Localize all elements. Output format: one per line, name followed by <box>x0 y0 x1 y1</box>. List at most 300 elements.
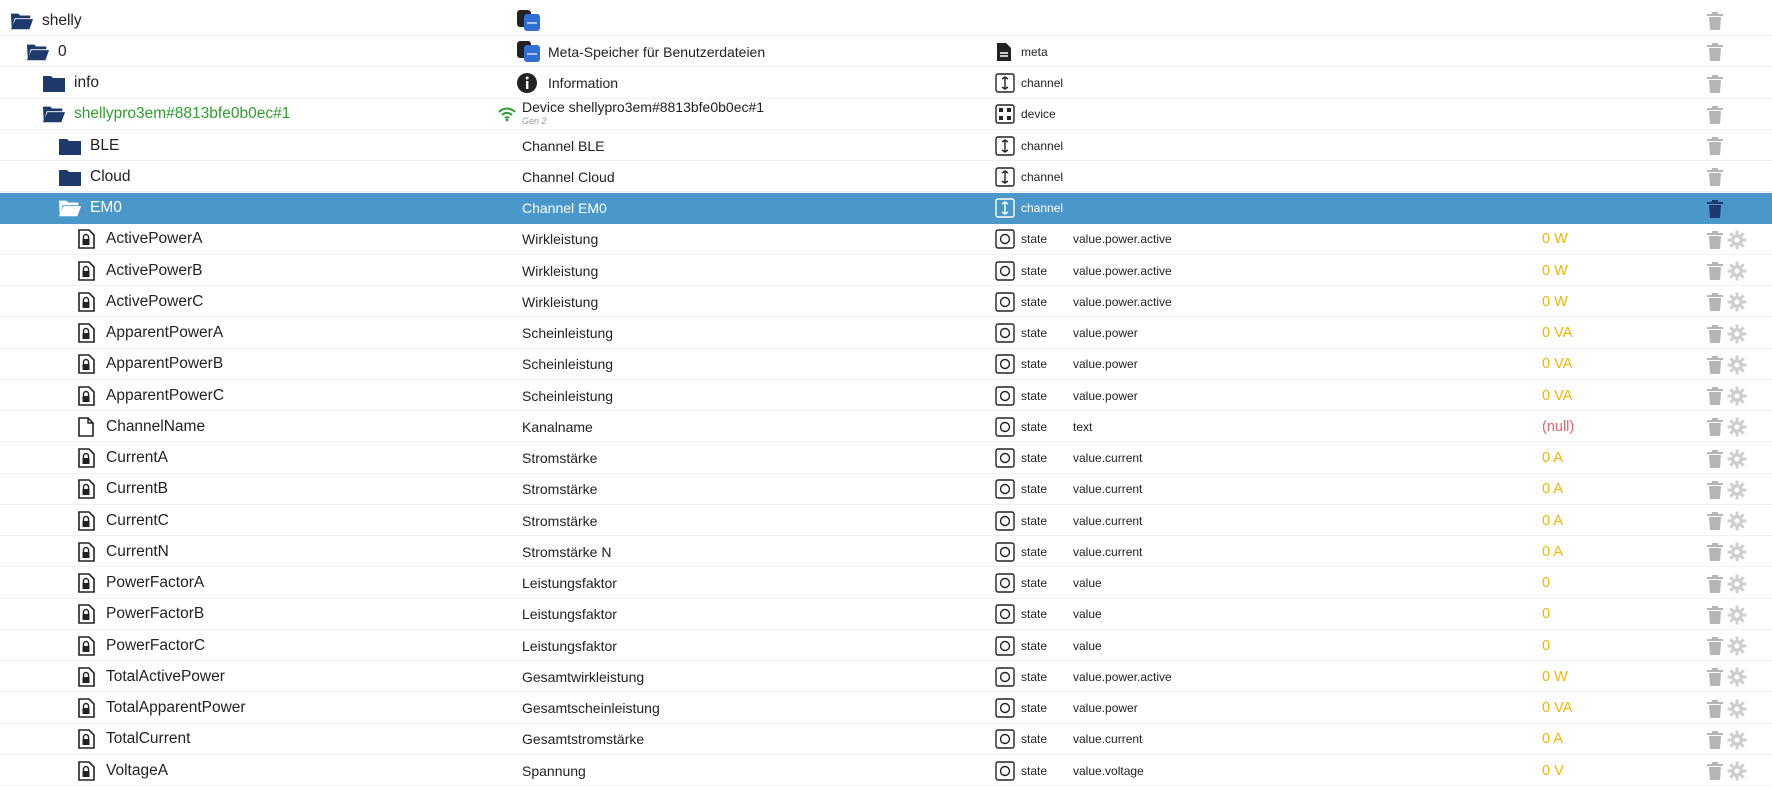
object-description: Channel Cloud <box>522 168 615 185</box>
object-type-label: state <box>1021 419 1048 434</box>
info-icon <box>516 71 542 95</box>
delete-icon[interactable] <box>1706 511 1724 531</box>
state-locked-icon <box>74 697 98 719</box>
object-id-label: PowerFactorC <box>106 636 206 654</box>
object-role: value.voltage <box>1073 763 1144 778</box>
object-id-label: PowerFactorB <box>106 605 205 623</box>
object-description-cell <box>522 99 764 130</box>
gear-icon[interactable] <box>1727 386 1747 406</box>
object-type-cell <box>995 724 1047 755</box>
object-role: value.power.active <box>1073 263 1172 278</box>
tree-row[interactable] <box>0 599 1772 630</box>
gear-icon[interactable] <box>1727 292 1747 312</box>
state-icon <box>995 542 1015 562</box>
state-icon <box>995 323 1015 343</box>
delete-icon[interactable] <box>1706 636 1724 656</box>
tree-row[interactable] <box>0 286 1772 317</box>
state-value[interactable]: 0 VA <box>1542 700 1573 716</box>
state-locked-icon <box>74 322 98 344</box>
object-type-label: state <box>1021 482 1048 497</box>
object-description-cell <box>522 536 611 567</box>
object-name-cell[interactable] <box>74 380 224 411</box>
object-name-cell[interactable] <box>58 130 119 161</box>
object-type-label: state <box>1021 263 1048 278</box>
object-type-cell <box>995 99 1056 130</box>
state-locked-icon <box>74 510 98 532</box>
object-role: value.current <box>1073 544 1143 559</box>
object-role: value.power <box>1073 326 1138 340</box>
object-description-cell <box>522 161 615 192</box>
delete-icon[interactable] <box>1706 605 1724 625</box>
object-name-cell[interactable] <box>74 443 168 474</box>
object-id-label: TotalCurrent <box>106 730 191 748</box>
object-type-cell <box>995 693 1047 724</box>
state-icon <box>995 386 1015 406</box>
object-description-cell <box>522 411 593 442</box>
delete-icon[interactable] <box>1706 417 1724 437</box>
tree-row[interactable] <box>0 724 1772 755</box>
adapter-logo-icon <box>516 40 542 64</box>
object-name-cell[interactable] <box>74 474 168 505</box>
object-description-cell <box>522 130 605 161</box>
state-locked-icon <box>74 666 98 688</box>
folder-open-icon[interactable] <box>58 197 82 219</box>
state-value[interactable]: 0 V <box>1542 762 1564 779</box>
object-description: Scheinleistung <box>522 387 614 404</box>
object-name-cell[interactable] <box>74 224 202 255</box>
object-role: value.power.active <box>1073 232 1172 247</box>
delete-icon[interactable] <box>1706 542 1724 562</box>
object-type-cell <box>995 130 1063 161</box>
object-type-cell <box>995 255 1047 286</box>
object-description-cell <box>516 5 548 36</box>
object-type-label: state <box>1021 232 1048 247</box>
object-role: value.power <box>1073 357 1138 372</box>
channel-icon <box>995 73 1015 93</box>
delete-icon[interactable] <box>1706 199 1724 219</box>
object-description: Leistungsfaktor <box>522 606 617 623</box>
state-locked-icon <box>74 572 98 594</box>
object-type-cell <box>995 505 1047 536</box>
delete-icon[interactable] <box>1706 292 1724 312</box>
object-type-label: channel <box>1021 138 1064 153</box>
object-type-label: state <box>1021 451 1048 465</box>
object-id-label: shelly <box>42 11 82 29</box>
object-type-cell <box>995 380 1047 411</box>
state-locked-icon <box>74 447 98 469</box>
folder-icon[interactable] <box>42 72 66 94</box>
device-icon <box>995 104 1015 124</box>
object-description: Stromstärke <box>522 450 598 466</box>
state-locked-icon <box>74 260 98 282</box>
object-type-cell <box>995 193 1063 224</box>
gear-icon[interactable] <box>1727 667 1747 687</box>
state-locked-icon <box>74 760 98 782</box>
object-role: text <box>1073 419 1093 434</box>
gear-icon[interactable] <box>1727 480 1747 500</box>
object-description: Channel EM0 <box>522 200 607 216</box>
object-description: Wirkleistung <box>522 293 599 310</box>
delete-icon[interactable] <box>1706 761 1724 781</box>
tree-row[interactable] <box>0 5 1772 36</box>
object-role: value.current <box>1073 732 1143 747</box>
object-name-cell[interactable] <box>74 536 169 567</box>
object-description: Information <box>548 75 619 91</box>
state-value[interactable]: 0 A <box>1542 450 1563 466</box>
state-locked-icon <box>74 728 98 750</box>
file-blank-icon <box>74 416 98 438</box>
object-id-label: CurrentN <box>106 542 169 560</box>
object-name-cell[interactable] <box>74 599 204 630</box>
state-locked-icon <box>74 385 98 407</box>
object-name-cell[interactable] <box>74 286 203 317</box>
object-description-cell <box>522 755 586 786</box>
object-name-cell[interactable] <box>74 724 190 755</box>
object-name-cell[interactable] <box>58 161 131 192</box>
object-description: Scheinleistung <box>522 325 614 341</box>
gear-icon[interactable] <box>1727 511 1747 531</box>
state-value[interactable]: 0 W <box>1542 668 1568 685</box>
state-value[interactable]: 0 VA <box>1542 356 1573 373</box>
object-type-label: state <box>1021 513 1048 528</box>
object-type-label: state <box>1021 294 1048 309</box>
object-type-cell <box>995 443 1047 474</box>
object-type-label: channel <box>1021 76 1064 90</box>
object-type-cell <box>995 630 1047 661</box>
object-type-label: state <box>1021 607 1048 622</box>
state-icon <box>995 354 1015 374</box>
gear-icon[interactable] <box>1727 636 1747 656</box>
tree-row[interactable] <box>0 661 1772 692</box>
object-name-cell[interactable] <box>74 505 169 536</box>
object-description: Leistungsfaktor <box>522 637 617 654</box>
object-id-label: CurrentA <box>106 449 169 466</box>
object-type-cell <box>995 755 1047 786</box>
state-locked-icon <box>74 635 98 657</box>
object-id-label: ApparentPowerC <box>106 386 225 404</box>
object-description-cell <box>522 693 660 724</box>
state-icon <box>995 229 1015 249</box>
state-icon <box>995 604 1015 624</box>
delete-icon[interactable] <box>1706 136 1724 156</box>
object-type-label: state <box>1021 388 1048 403</box>
delete-icon[interactable] <box>1706 230 1724 250</box>
delete-icon[interactable] <box>1706 324 1724 344</box>
object-description-cell <box>522 193 607 224</box>
delete-icon[interactable] <box>1706 699 1724 719</box>
tree-row[interactable] <box>0 161 1772 192</box>
delete-icon[interactable] <box>1706 386 1724 406</box>
object-type-label: state <box>1021 544 1048 559</box>
tree-row[interactable] <box>0 193 1772 224</box>
gear-icon[interactable] <box>1727 574 1747 594</box>
object-type-cell <box>995 318 1047 349</box>
object-type-cell <box>995 599 1047 630</box>
state-value[interactable]: (null) <box>1542 418 1575 435</box>
tree-row[interactable] <box>0 224 1772 255</box>
object-description-cell <box>522 630 617 661</box>
object-role: value.current <box>1073 451 1143 465</box>
object-type-cell <box>995 36 1048 67</box>
folder-open-icon[interactable] <box>10 10 34 32</box>
object-type-cell <box>995 661 1047 692</box>
object-name-cell[interactable] <box>74 661 225 692</box>
state-value[interactable]: 0 VA <box>1542 387 1573 404</box>
delete-icon[interactable] <box>1706 105 1724 125</box>
state-icon <box>995 448 1015 468</box>
object-description: Gesamtstromstärke <box>522 731 645 748</box>
object-type-cell <box>995 568 1047 599</box>
delete-icon[interactable] <box>1706 74 1724 94</box>
object-name-cell[interactable] <box>74 568 204 599</box>
object-type-label: state <box>1021 669 1048 684</box>
object-description-cell <box>522 349 613 380</box>
object-name-cell[interactable] <box>74 255 202 286</box>
object-role: value <box>1073 576 1102 590</box>
object-role: value.current <box>1073 482 1143 497</box>
object-name-cell[interactable] <box>42 68 99 99</box>
object-id-label: VoltageA <box>106 761 169 779</box>
object-description-cell <box>516 36 765 67</box>
object-type-cell <box>995 474 1047 505</box>
state-locked-icon <box>74 478 98 500</box>
object-id-label: ChannelName <box>106 417 206 435</box>
object-name-cell[interactable] <box>42 99 290 130</box>
object-description: Gesamtwirkleistung <box>522 668 645 685</box>
gear-icon[interactable] <box>1727 730 1747 750</box>
state-value[interactable]: 0 A <box>1542 731 1563 748</box>
state-value[interactable]: 0 A <box>1542 543 1563 560</box>
object-description-cell <box>522 286 598 317</box>
object-description: Leistungsfaktor <box>522 575 617 591</box>
gear-icon[interactable] <box>1727 761 1747 781</box>
channel-icon <box>995 167 1015 187</box>
file-icon <box>995 42 1015 62</box>
object-type-label: state <box>1021 763 1048 778</box>
object-description-cell <box>522 661 644 692</box>
object-name-cell[interactable] <box>74 693 246 724</box>
delete-icon[interactable] <box>1706 167 1724 187</box>
object-role: value.power.active <box>1073 294 1172 309</box>
delete-icon[interactable] <box>1706 730 1724 750</box>
delete-icon[interactable] <box>1706 480 1724 500</box>
gear-icon[interactable] <box>1727 261 1747 281</box>
object-type-cell <box>995 349 1047 380</box>
delete-icon[interactable] <box>1706 449 1724 469</box>
tree-row[interactable] <box>0 130 1772 161</box>
object-description: Meta-Speicher für Benutzerdateien <box>548 43 766 60</box>
object-role: value.power <box>1073 701 1138 715</box>
state-locked-icon <box>74 228 98 250</box>
object-description: Gesamtscheinleistung <box>522 700 660 716</box>
object-description: Stromstärke <box>522 512 598 529</box>
tree-row[interactable] <box>0 568 1772 599</box>
object-role: value <box>1073 638 1102 653</box>
object-type-cell <box>995 411 1047 442</box>
object-description-cell <box>522 443 597 474</box>
object-id-label: ActivePowerA <box>106 230 203 248</box>
delete-icon[interactable] <box>1706 355 1724 375</box>
object-description: Kanalname <box>522 418 593 435</box>
object-description: Spannung <box>522 762 586 779</box>
object-id-label: 0 <box>58 42 67 60</box>
object-id-label: Cloud <box>90 167 131 185</box>
object-id-label: BLE <box>90 136 120 154</box>
state-value[interactable]: 0 W <box>1542 262 1568 279</box>
gear-icon[interactable] <box>1727 699 1747 719</box>
gear-icon[interactable] <box>1727 449 1747 469</box>
delete-icon[interactable] <box>1706 667 1724 687</box>
object-description-cell <box>522 599 617 630</box>
wifi-icon <box>497 106 517 127</box>
gear-icon[interactable] <box>1727 542 1747 562</box>
object-name-cell[interactable] <box>74 411 205 442</box>
tree-row[interactable] <box>0 443 1772 474</box>
object-name-cell[interactable] <box>74 349 223 380</box>
object-description-cell <box>522 380 613 411</box>
object-id-label: TotalActivePower <box>106 667 225 685</box>
object-description-cell <box>522 318 613 349</box>
object-type-label: state <box>1021 326 1048 340</box>
delete-icon[interactable] <box>1706 261 1724 281</box>
tree-row[interactable] <box>0 255 1772 286</box>
state-locked-icon <box>74 603 98 625</box>
gear-icon[interactable] <box>1727 417 1747 437</box>
state-value[interactable]: 0 <box>1542 606 1551 623</box>
object-description-cell <box>522 568 617 599</box>
folder-icon[interactable] <box>58 166 82 188</box>
tree-row[interactable] <box>0 505 1772 536</box>
object-type-cell <box>995 161 1063 192</box>
state-value[interactable]: 0 <box>1542 637 1551 654</box>
object-name-cell[interactable] <box>26 36 67 67</box>
state-icon <box>995 511 1015 531</box>
object-id-label: CurrentC <box>106 511 169 529</box>
object-name-cell[interactable] <box>74 630 205 661</box>
state-icon <box>995 292 1015 312</box>
object-description: Device shellypro3em#8813bfe0b0ec#1 <box>522 99 765 116</box>
tree-row[interactable] <box>0 380 1772 411</box>
delete-icon[interactable] <box>1706 11 1724 31</box>
delete-icon[interactable] <box>1706 42 1724 62</box>
object-id-label: ApparentPowerA <box>106 324 224 341</box>
gear-icon[interactable] <box>1727 355 1747 375</box>
object-type-label: state <box>1021 638 1048 653</box>
state-locked-icon <box>74 291 98 313</box>
object-id-label: ApparentPowerB <box>106 355 224 373</box>
folder-open-icon[interactable] <box>42 103 66 125</box>
object-description: Scheinleistung <box>522 356 614 373</box>
object-role: value <box>1073 607 1102 622</box>
object-name-cell[interactable] <box>74 755 168 786</box>
delete-icon[interactable] <box>1706 574 1724 594</box>
tree-row[interactable] <box>0 630 1772 661</box>
object-id-label: ActivePowerC <box>106 292 204 310</box>
state-icon <box>995 417 1015 437</box>
state-value[interactable]: 0 <box>1542 575 1551 591</box>
state-value[interactable]: 0 A <box>1542 481 1563 498</box>
object-description-cell <box>516 68 618 99</box>
object-id-label: EM0 <box>90 199 122 216</box>
device-generation: Gen 2 <box>522 116 547 127</box>
object-description: Wirkleistung <box>522 231 599 248</box>
object-type-label: state <box>1021 357 1048 372</box>
object-description: Channel BLE <box>522 137 605 154</box>
state-locked-icon <box>74 353 98 375</box>
tree-row[interactable] <box>0 68 1772 99</box>
channel-icon <box>995 136 1015 156</box>
object-description-cell <box>522 724 644 755</box>
state-icon <box>995 698 1015 718</box>
object-type-cell <box>995 68 1063 99</box>
tree-row[interactable] <box>0 411 1772 442</box>
channel-icon <box>995 198 1015 218</box>
object-description: Stromstärke N <box>522 543 612 560</box>
object-name-cell[interactable] <box>58 193 122 224</box>
object-type-cell <box>995 536 1047 567</box>
object-type-label: channel <box>1021 169 1064 184</box>
object-type-label: channel <box>1021 201 1064 215</box>
object-id-label: PowerFactorA <box>106 574 205 591</box>
object-description-cell <box>522 474 597 505</box>
folder-icon[interactable] <box>58 135 82 157</box>
state-icon <box>995 261 1015 281</box>
object-role: value.current <box>1073 513 1143 528</box>
state-icon <box>995 479 1015 499</box>
state-icon <box>995 729 1015 749</box>
device-description <box>522 100 764 128</box>
state-icon <box>995 667 1015 687</box>
state-icon <box>995 573 1015 593</box>
object-type-label: meta <box>1021 44 1048 59</box>
gear-icon[interactable] <box>1727 605 1747 625</box>
object-description: Wirkleistung <box>522 262 599 279</box>
gear-icon[interactable] <box>1727 230 1747 250</box>
adapter-logo-icon <box>516 9 542 33</box>
tree-row[interactable] <box>0 755 1772 786</box>
tree-row[interactable] <box>0 318 1772 349</box>
state-value[interactable]: 0 W <box>1542 231 1568 248</box>
object-name-cell[interactable] <box>74 318 223 349</box>
object-name-cell[interactable] <box>10 5 82 36</box>
object-role: value.power.active <box>1073 669 1172 684</box>
tree-row[interactable] <box>0 36 1772 67</box>
object-type-cell <box>995 286 1047 317</box>
object-type-label: state <box>1021 701 1048 715</box>
state-value[interactable]: 0 A <box>1542 512 1563 529</box>
object-description-cell <box>522 255 598 286</box>
object-id-label: TotalApparentPower <box>106 699 246 716</box>
object-type-label: state <box>1021 576 1048 590</box>
tree-row[interactable] <box>0 349 1772 380</box>
tree-row[interactable] <box>0 693 1772 724</box>
gear-icon[interactable] <box>1727 324 1747 344</box>
state-value[interactable]: 0 W <box>1542 293 1568 310</box>
object-id-label: CurrentB <box>106 480 169 498</box>
state-locked-icon <box>74 541 98 563</box>
state-value[interactable]: 0 VA <box>1542 325 1573 341</box>
object-id-label: shellypro3em#8813bfe0b0ec#1 <box>74 105 291 123</box>
tree-row[interactable] <box>0 536 1772 567</box>
object-type-cell <box>995 224 1047 255</box>
state-icon <box>995 761 1015 781</box>
object-description-cell <box>522 224 598 255</box>
folder-open-icon[interactable] <box>26 41 50 63</box>
object-description-cell <box>522 505 597 536</box>
object-type-label: device <box>1021 107 1056 122</box>
tree-row[interactable] <box>0 99 1772 130</box>
tree-row[interactable] <box>0 474 1772 505</box>
